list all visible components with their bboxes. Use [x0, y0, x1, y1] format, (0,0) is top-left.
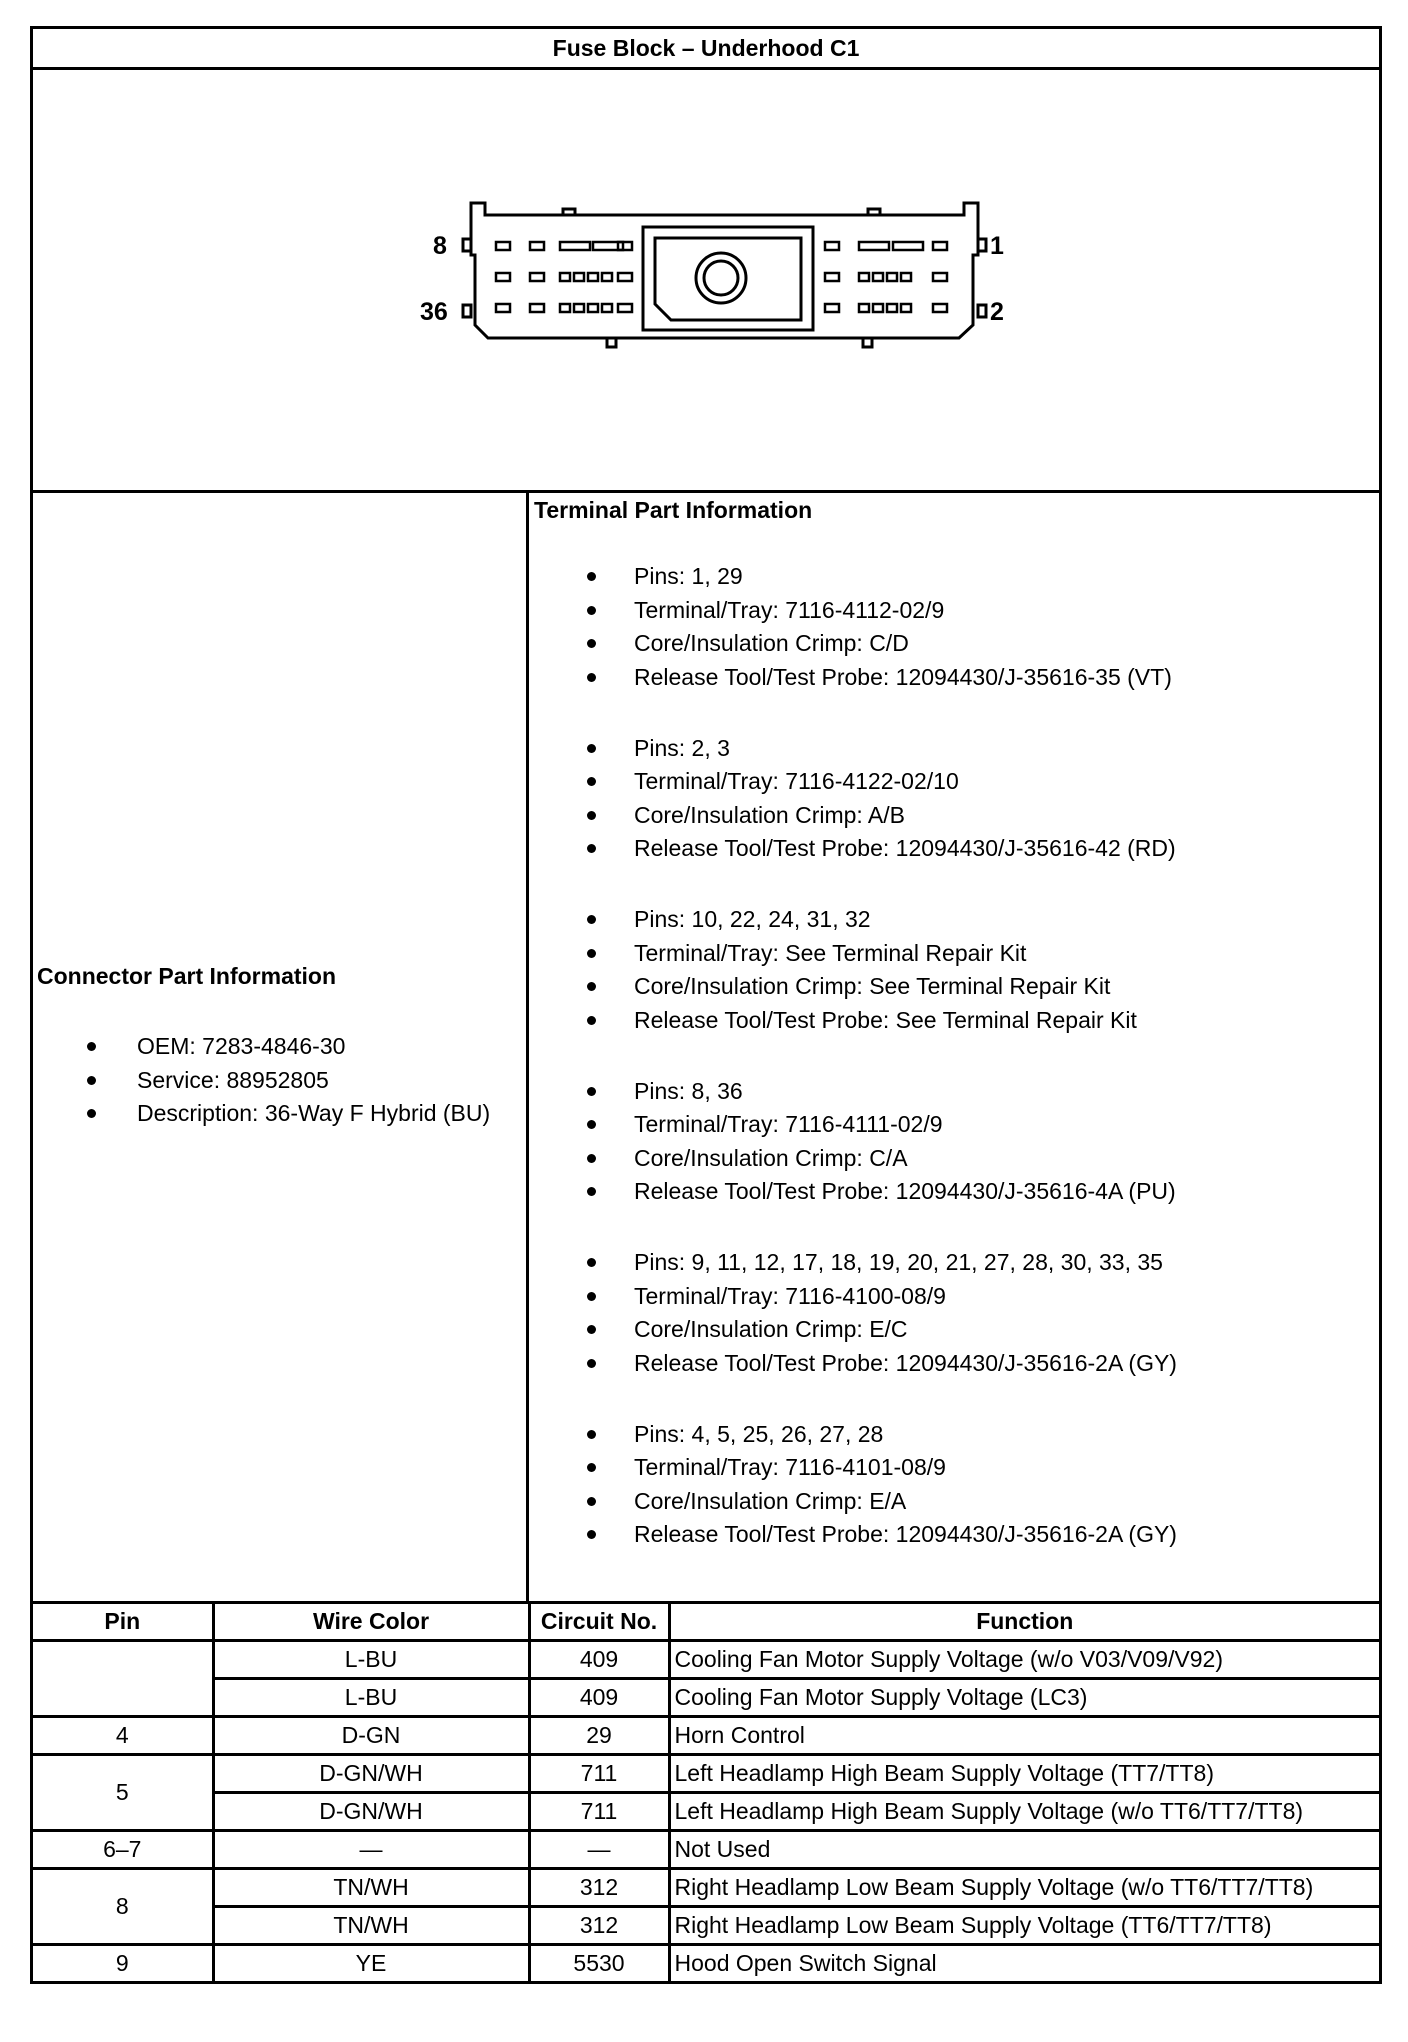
wire-cell: TN/WH	[213, 1869, 529, 1907]
pin-label-1: 1	[990, 232, 1004, 260]
wire-cell: —	[213, 1831, 529, 1869]
terminal-group	[534, 1075, 1379, 1209]
pin-cell: 5	[33, 1755, 213, 1831]
table-row	[33, 1831, 1379, 1869]
list-item: Release Tool/Test Probe: 12094430/J-35616-2A (GY)	[534, 1518, 1379, 1552]
wire-cell: D-GN/WH	[213, 1755, 529, 1793]
pin-cell: 9	[33, 1945, 213, 1982]
connector-info-list	[37, 1030, 526, 1131]
list-item: Terminal/Tray: 7116-4112-02/9	[534, 594, 1379, 628]
wire-cell: TN/WH	[213, 1907, 529, 1945]
function-cell: Horn Control	[669, 1717, 1379, 1755]
pin-cell: 6–7	[33, 1831, 213, 1869]
list-item: Core/Insulation Crimp: A/B	[534, 799, 1379, 833]
list-item: Core/Insulation Crimp: C/D	[534, 627, 1379, 661]
function-cell: Left Headlamp High Beam Supply Voltage (w/o TT6/TT7/TT8)	[669, 1793, 1379, 1831]
table-header-row	[33, 1604, 1379, 1641]
table-row	[33, 1907, 1379, 1945]
terminal-group	[534, 1246, 1379, 1380]
list-item: Pins: 8, 36	[534, 1075, 1379, 1109]
pin-label-2: 2	[990, 298, 1004, 326]
pin-label-8: 8	[433, 232, 447, 260]
terminal-group	[534, 560, 1379, 694]
col-header-wire-color: Wire Color	[213, 1604, 529, 1641]
pin-cell: 4	[33, 1717, 213, 1755]
wire-cell: YE	[213, 1945, 529, 1982]
connector-diagram	[33, 70, 1379, 493]
circuit-cell: 29	[529, 1717, 669, 1755]
part-information	[33, 493, 1379, 1604]
list-item: Pins: 10, 22, 24, 31, 32	[534, 903, 1379, 937]
list-item: Pins: 1, 29	[534, 560, 1379, 594]
terminal-group	[534, 903, 1379, 1037]
terminal-group	[534, 1418, 1379, 1552]
connector-part-info	[33, 493, 529, 1601]
list-item: Core/Insulation Crimp: E/A	[534, 1485, 1379, 1519]
list-item: Release Tool/Test Probe: 12094430/J-35616-42 (RD)	[534, 832, 1379, 866]
list-item: Terminal/Tray: See Terminal Repair Kit	[534, 937, 1379, 971]
table-row	[33, 1641, 1379, 1679]
circuit-cell: 711	[529, 1793, 669, 1831]
wire-cell: L-BU	[213, 1641, 529, 1679]
function-cell: Hood Open Switch Signal	[669, 1945, 1379, 1982]
list-item: Release Tool/Test Probe: 12094430/J-35616-35 (VT)	[534, 661, 1379, 695]
list-item: OEM: 7283-4846-30	[37, 1030, 526, 1064]
list-item: Terminal/Tray: 7116-4101-08/9	[534, 1451, 1379, 1485]
wire-cell: D-GN	[213, 1717, 529, 1755]
circuit-cell: —	[529, 1831, 669, 1869]
list-item: Pins: 2, 3	[534, 732, 1379, 766]
function-cell: Left Headlamp High Beam Supply Voltage (TT7/TT8)	[669, 1755, 1379, 1793]
terminal-part-info	[529, 493, 1379, 1601]
circuit-cell: 409	[529, 1679, 669, 1717]
table-row	[33, 1869, 1379, 1907]
list-item: Terminal/Tray: 7116-4111-02/9	[534, 1108, 1379, 1142]
list-item: Release Tool/Test Probe: See Terminal Repair Kit	[534, 1004, 1379, 1038]
circuit-cell: 5530	[529, 1945, 669, 1982]
table-row	[33, 1945, 1379, 1982]
function-cell: Right Headlamp Low Beam Supply Voltage (w/o TT6/TT7/TT8)	[669, 1869, 1379, 1907]
list-item: Release Tool/Test Probe: 12094430/J-35616-4A (PU)	[534, 1175, 1379, 1209]
list-item: Core/Insulation Crimp: E/C	[534, 1313, 1379, 1347]
connector-info-heading: Connector Part Information	[37, 963, 337, 990]
pin-cell: 8	[33, 1869, 213, 1945]
connector-sheet	[30, 26, 1382, 1984]
pin-label-36: 36	[420, 298, 448, 326]
function-cell: Not Used	[669, 1831, 1379, 1869]
function-cell: Cooling Fan Motor Supply Voltage (LC3)	[669, 1679, 1379, 1717]
list-item: Service: 88952805	[37, 1064, 526, 1098]
wire-cell: D-GN/WH	[213, 1793, 529, 1831]
list-item: Pins: 9, 11, 12, 17, 18, 19, 20, 21, 27, 28, 30, 33, 35	[534, 1246, 1379, 1280]
pinout-table	[33, 1604, 1379, 1981]
wire-cell: L-BU	[213, 1679, 529, 1717]
circuit-cell: 409	[529, 1641, 669, 1679]
list-item: Core/Insulation Crimp: See Terminal Repair Kit	[534, 970, 1379, 1004]
col-header-circuit: Circuit No.	[529, 1604, 669, 1641]
terminal-info-heading: Terminal Part Information	[534, 497, 813, 523]
table-row	[33, 1793, 1379, 1831]
list-item: Release Tool/Test Probe: 12094430/J-35616-2A (GY)	[534, 1347, 1379, 1381]
list-item: Pins: 4, 5, 25, 26, 27, 28	[534, 1418, 1379, 1452]
page-title: Fuse Block – Underhood C1	[33, 29, 1379, 70]
list-item: Terminal/Tray: 7116-4100-08/9	[534, 1280, 1379, 1314]
table-row	[33, 1755, 1379, 1793]
circuit-cell: 312	[529, 1869, 669, 1907]
list-item: Description: 36-Way F Hybrid (BU)	[37, 1097, 526, 1131]
pin-cell	[33, 1641, 213, 1717]
table-row	[33, 1717, 1379, 1755]
list-item: Terminal/Tray: 7116-4122-02/10	[534, 765, 1379, 799]
col-header-pin: Pin	[33, 1604, 213, 1641]
circuit-cell: 312	[529, 1907, 669, 1945]
table-row	[33, 1679, 1379, 1717]
function-cell: Right Headlamp Low Beam Supply Voltage (TT6/TT7/TT8)	[669, 1907, 1379, 1945]
list-item: Core/Insulation Crimp: C/A	[534, 1142, 1379, 1176]
circuit-cell: 711	[529, 1755, 669, 1793]
terminal-group	[534, 732, 1379, 866]
function-cell: Cooling Fan Motor Supply Voltage (w/o V03/V09/V92)	[669, 1641, 1379, 1679]
connector-face-drawing	[33, 70, 1379, 490]
col-header-function: Function	[669, 1604, 1379, 1641]
